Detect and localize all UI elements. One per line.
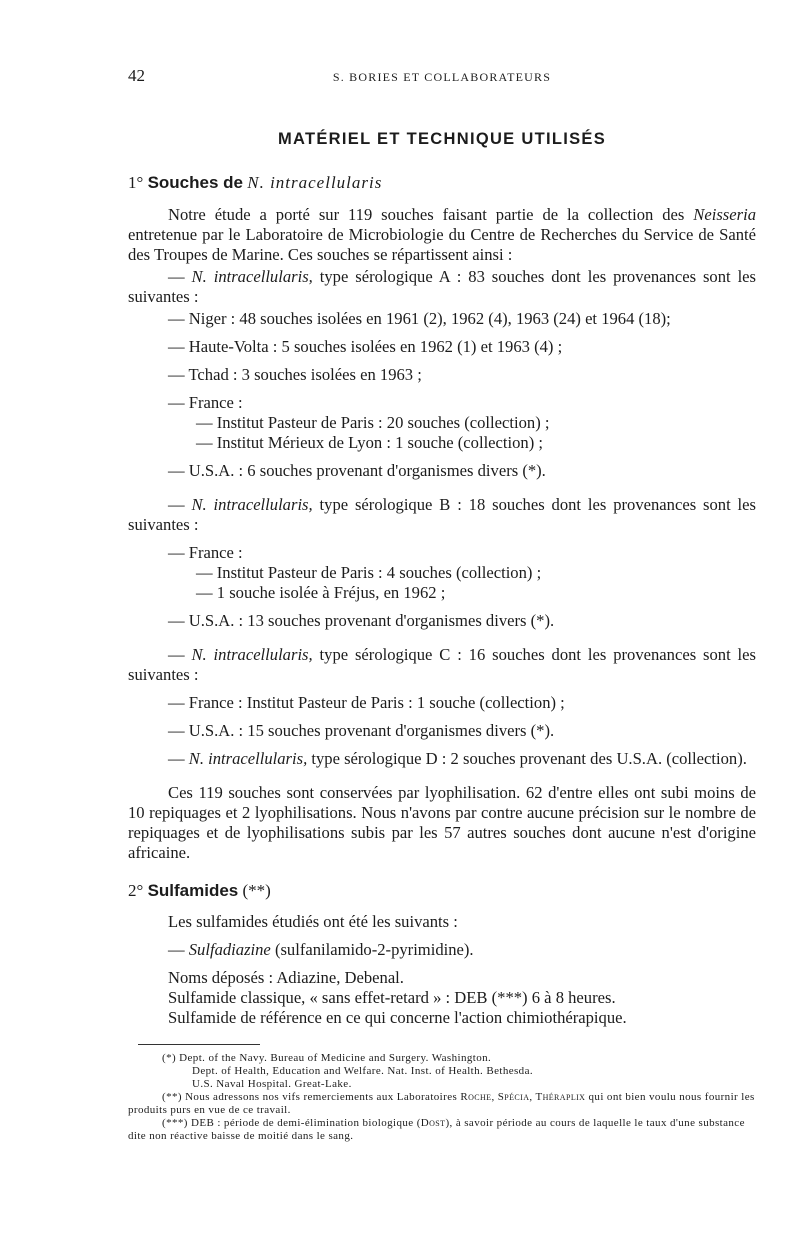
list-item: — U.S.A. : 15 souches provenant d'organismes divers (*). xyxy=(168,721,555,740)
section-1-body xyxy=(128,205,756,863)
drug-detail: Sulfamide de référence en ce qui concerne l'action chimiothérapique. xyxy=(168,1008,627,1027)
group-c-heading: — N. intracellularis, type sérologique C : 16 souches dont les provenances sont les suivantes : xyxy=(128,645,756,684)
list-item: — Niger : 48 souches isolées en 1961 (2), 1962 (4), 1963 (24) et 1964 (18); xyxy=(168,309,671,328)
sulfamides-intro: Les sulfamides étudiés ont été les suivants : xyxy=(168,912,458,931)
footnote-1-line: U.S. Naval Hospital. Great-Lake. xyxy=(192,1078,352,1090)
group-d-item: — N. intracellularis, type sérologique D : 2 souches provenant des U.S.A. (collection). xyxy=(168,749,747,768)
list-item: — Haute-Volta : 5 souches isolées en 1962 (1) et 1963 (4) ; xyxy=(168,337,563,356)
footnote-divider xyxy=(138,1044,260,1045)
list-item: — France : Institut Pasteur de Paris : 1 souche (collection) ; xyxy=(168,693,565,712)
list-item: — Tchad : 3 souches isolées en 1963 ; xyxy=(168,365,422,384)
footnote-2: (**) Nous adressons nos vifs remerciements aux Laboratoires Roche, Spécia, Théraplix qui ont bien voulu nous fournir les produits purs en vue de ce travail. xyxy=(128,1091,755,1116)
footnote-3: (***) DEB : période de demi-élimination biologique (Dost), à savoir période au cours de laquelle le taux d'une substance dite non réactive baisse de moitié dans le sang. xyxy=(128,1117,745,1142)
section-2-body xyxy=(128,912,756,1028)
footnote-1-line: Dept. of Health, Education and Welfare. Nat. Inst. of Health. Bethesda. xyxy=(192,1065,534,1077)
group-a-heading: — N. intracellularis, type sérologique A : 83 souches dont les provenances sont les suivantes : xyxy=(128,267,757,306)
page-header xyxy=(128,66,756,90)
drug-detail: Sulfamide classique, « sans effet-retard » : DEB (***) 6 à 8 heures. xyxy=(168,988,616,1007)
section-title: MATÉRIEL ET TECHNIQUE UTILISÉS xyxy=(277,130,607,148)
section-1-number: 1° xyxy=(128,173,144,192)
section-2-label: Sulfamides xyxy=(147,881,239,900)
running-head: S. BORIES ET COLLABORATEURS xyxy=(332,70,552,84)
conclusion-paragraph: Ces 119 souches sont conservées par lyophilisation. 62 d'entre elles ont subi moins de 10 repiquages et 2 lyophilisations. Nous n'avons par contre aucune précision sur le nombre de repiquages et de lyophilisations subis par les 57 autres souches dont aucune n'est d'origine africaine. xyxy=(128,783,756,862)
list-item: — U.S.A. : 6 souches provenant d'organismes divers (*). xyxy=(168,461,546,480)
group-b-heading: — N. intracellularis, type sérologique B : 18 souches dont les provenances sont les suivantes : xyxy=(128,495,756,534)
section-2-heading xyxy=(128,881,271,901)
list-subitem: — Institut Pasteur de Paris : 4 souches (collection) ; xyxy=(196,563,542,582)
drug-item: — Sulfadiazine (sulfanilamido-2-pyrimidine). xyxy=(168,940,474,959)
list-item: — France : xyxy=(168,543,243,562)
section-1-label: Souches de xyxy=(147,173,243,192)
footnote-1: (*) Dept. of the Navy. Bureau of Medicine and Surgery. Washington. xyxy=(162,1052,492,1064)
drug-detail: Noms déposés : Adiazine, Debenal. xyxy=(168,968,404,987)
page-number: 42 xyxy=(128,66,145,85)
section-1-heading xyxy=(128,173,382,193)
section-1-label-italic: N. intracellularis xyxy=(247,173,383,192)
list-item: — France : xyxy=(168,393,243,412)
list-subitem: — 1 souche isolée à Fréjus, en 1962 ; xyxy=(196,583,446,602)
section-2-number: 2° xyxy=(128,881,144,900)
list-subitem: — Institut Pasteur de Paris : 20 souches (collection) ; xyxy=(196,413,550,432)
section-2-footnote-mark: (**) xyxy=(242,881,271,900)
list-subitem: — Institut Mérieux de Lyon : 1 souche (collection) ; xyxy=(196,433,544,452)
footnotes xyxy=(128,1052,756,1143)
list-item: — U.S.A. : 13 souches provenant d'organismes divers (*). xyxy=(168,611,555,630)
intro-paragraph: Notre étude a porté sur 119 souches faisant partie de la collection des Neisseria entretenue par le Laboratoire de Microbiologie du Centre de Recherches du Service de Santé des Troupes de Marine. Ces souches se répartissent ainsi : xyxy=(128,205,756,264)
